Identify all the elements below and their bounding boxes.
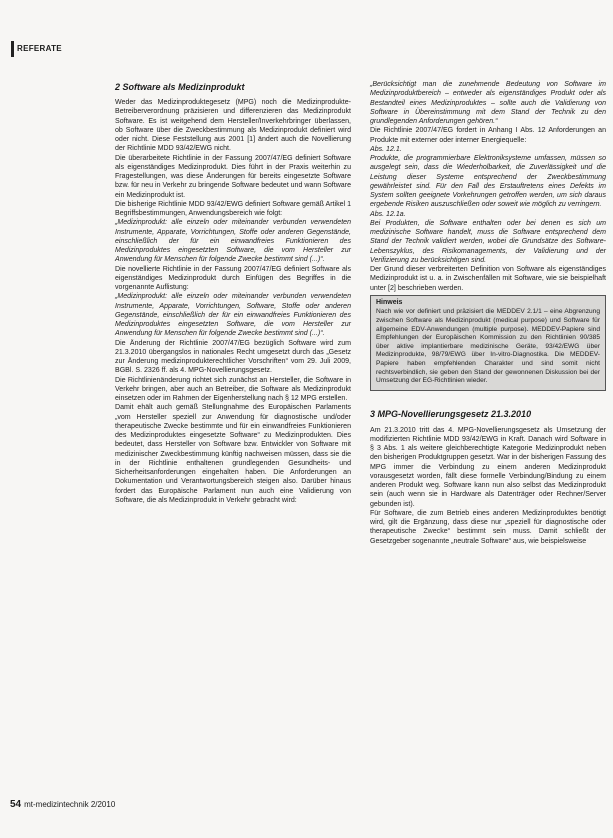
paragraph: Die Richtlinie 2007/47/EG fordert in Anhang I Abs. 12 Anforderungen an Produkte mit externer oder interner Energiequelle: [370,127,606,144]
paragraph: Die bisherige Richtlinie MDD 93/42/EWG definiert Software gemäß Artikel 1 Begriffsbestimmungen, Anwendungsbereich wie folgt: [115,200,351,217]
journal-name: mt-medizintechnik 2/2010 [24,800,116,809]
paragraph: Die Änderung der Richtlinie 2007/47/EG bezüglich Software wird zum 21.3.2010 übergangslos in nationales Recht umgesetzt durch das „Gesetz zur Änderung medizinprodukterechtlicher Vorschriften“ vom 29. Juli 2009, BGBl. S. 2326 ff. als 4. MPG-Novellierungsgesetz. [115,339,351,375]
page-number: 54 [10,799,22,810]
paragraph: Die Richtlinienänderung richtet sich zunächst an Hersteller, die Software in Verkehr bringen, aber auch an Betreiber, die Software als Medizinprodukt einsetzen oder im Rahmen der Eigenherstellung nach § 12 MPG erstellen. [115,376,351,402]
paragraph: Am 21.3.2010 tritt das 4. MPG-Novellierungsgesetz als Umsetzung der modifizierten Richtlinie MDD 93/42/EWG in Kraft. Danach wird Software in § 3 Abs. 1 als weitere gleichberechtigte Kategorie Medizinprodukt neben den bisherigen Produktgruppen gesetzt. War in der bisherigen Fassung des MPG immer die Verbindung zu einem anderen Medizinprodukt vorausgesetzt worden, fällt diese formelle Verbindung/Bindung zu einem anderen Produkt weg. Software kann nun also selbst das Medizinprodukt sein (auch wenn sie in Hardware als Datenträger oder Rechner/Server gebunden ist). [370,426,606,508]
page-footer [10,799,115,810]
paragraph: Die überarbeitete Richtlinie in der Fassung 2007/47/EG definiert Software als eigenständiges Medizinprodukt. Dies führt in der Praxis weiterhin zu Fragestellungen, was diese Änderungen für bereits eingesetzte Software bzw. für neu in Verkehr zu bringende Software bedeutet und wann Software ein Medizinprodukt ist. [115,154,351,199]
quote-paragraph: „Medizinprodukt: alle einzeln oder miteinander verbunden verwendeten Instrumente, Apparate, Vorrichtungen, Software, Stoffe oder anderen Gegenstände, einschließlich der für ein einwandfreies Funktionieren des Medizinproduktes eingesetzten Software, die vom Hersteller zur Anwendung für Menschen für folgende Zwecke bestimmt sind (...)“. [115,293,351,338]
paragraph: Die novellierte Richtlinie in der Fassung 2007/47/EG definiert Software als eigenständiges Medizinprodukt durch Einfügen des Begriffes in die vorgenannte Auflistung: [115,265,351,291]
clause-label: Abs. 12.1a. [370,210,406,218]
clause-label: Abs. 12.1. [370,145,402,153]
paragraph: Weder das Medizinproduktegesetz (MPG) noch die Medizinprodukte-Betreiberverordnung präzisieren und differenzieren das Medizinprodukt Software. Es ist weitgehend dem Hersteller/Inverkehrbringer überlassen, ob Software über die Zweckbestimmung als Medizinprodukt definiert wird oder nicht. Diese Feststellung aus 2001 [1] ändert auch die Novellierung der Richtlinie MDD 93/42/EWG nicht. [115,99,351,153]
right-column [370,80,606,546]
paragraph: Damit ehält auch gemäß Stellungnahme des Europäischen Parlaments „vom Hersteller speziell zur Anwendung für diagnostische und/oder therapeutische Zwecke bestimmte und für ein einwandfreies Funktionieren des Medizinproduktes eingesetzte Software“ zu Medizinprodukten. Dies bedeutet, dass Hersteller von Software bzw. Entwickler von Software mit medizinischer Zweckbestimmung künftig nachweisen müssen, dass sie die in der Richtlinie enthaltenen grundlegenden Gesundheits- und Sicherheitsanforderungen eingehalten haben. Die Anforderungen an Dokumentation und Verantwortungsbereich steigen also. Darüber hinaus fordert das Europäische Parlament nun auch eine Validierung von Software, die als Medizinprodukt in Verkehr gebracht wird: [115,404,351,504]
quote-paragraph: „Berücksichtigt man die zunehmende Bedeutung von Software im Medizinproduktbereich – entweder als eigenständiges Produkt oder als Bestandteil eines Medizinproduktes – sollte auch die Validierung von Software in Übereinstimmung mit dem Stand der Technik zu den grundlegenden Anforderungen gehören.“ [370,81,606,125]
note-box [370,295,606,391]
note-box-text: Nach wie vor definiert und präzisiert die MEDDEV 2.1/1 – eine Abgrenzung zwischen Software als Medizinprodukt (medical purpose) und Software für allgemeine EDV-Anwendungen (multiple purpose). MEDDEV-Papiere sind Empfehlungen der Europäischen Kommission zu den Richtlinien 90/385 über aktive implantierbare medizinische Geräte, 93/42/EWG über Medizinprodukte, 98/79/EWG über In-vitro-Diagnostika. Die MEDDEV-Papiere haben empfehlenden Charakter und sind somit nicht rechtsverbindlich, sie geben den Stand der gewonnenen Diskussion bei der Umsetzung der EG-Richtlinien wieder. [376,308,600,385]
note-box-title: Hinweis [376,298,403,306]
quote-paragraph: Produkte, die programmierbare Elektroniksysteme umfassen, müssen so ausgelegt sein, dass die Wiederholbarkeit, die Zuverlässigkeit und die Leistung dieser Systeme entsprechend der Zweckbestimmung gewährleistet sind. Für den Fall des Erstauftretens eines Defekts im System sollten geeignete Vorkehrungen getroffen werden, um sich daraus ergebende Risiken auszuschließen oder soweit wie möglich zu verringern. [370,155,606,209]
section-heading-3: 3 MPG-Novellierungsgesetz 21.3.2010 [370,408,532,419]
paragraph: Für Software, die zum Betrieb eines anderen Medizinproduktes benötigt wird, gilt die Ergänzung, dass diese nur „speziell für diagnostische oder therapeutische Zwecke“ bestimmt sein muss. Damit schließt der Gesetzgeber sogenannte „neutrale Software“ aus, wie beispielsweise [370,509,606,545]
paragraph: Der Grund dieser verbreiterten Definition von Software als eigenständiges Medizinprodukt ist u. a. in Zwischenfällen mit Software, wie sie beispielhaft unter [2] beschrieben werden. [370,266,606,292]
section-tag: REFERATE [17,44,62,53]
section-heading-2: 2 Software als Medizinprodukt [115,82,245,92]
quote-paragraph: „Medizinprodukt: alle einzeln oder miteinander verbunden verwendeten Instrumente, Apparate, Vorrichtungen, Stoffe oder anderen Gegenstände, einschließlich der für ein einwandfreies Funktionieren des Medizinproduktes eingesetzten Software, die vom Hersteller zur Anwendung für Menschen für folgende Zwecke bestimmt sind (...)“. [115,219,351,264]
section-marker-bar [11,41,14,57]
quote-paragraph: Bei Produkten, die Software enthalten oder bei denen es sich um medizinische Software handelt, muss die Software entsprechend dem Stand der Technik validiert werden, wobei die Grundsätze des Software-Lebenszyklus, des Risikomanagements, der Validierung und der Verifizierung zu berücksichtigen sind. [370,219,606,264]
left-column [115,82,351,505]
